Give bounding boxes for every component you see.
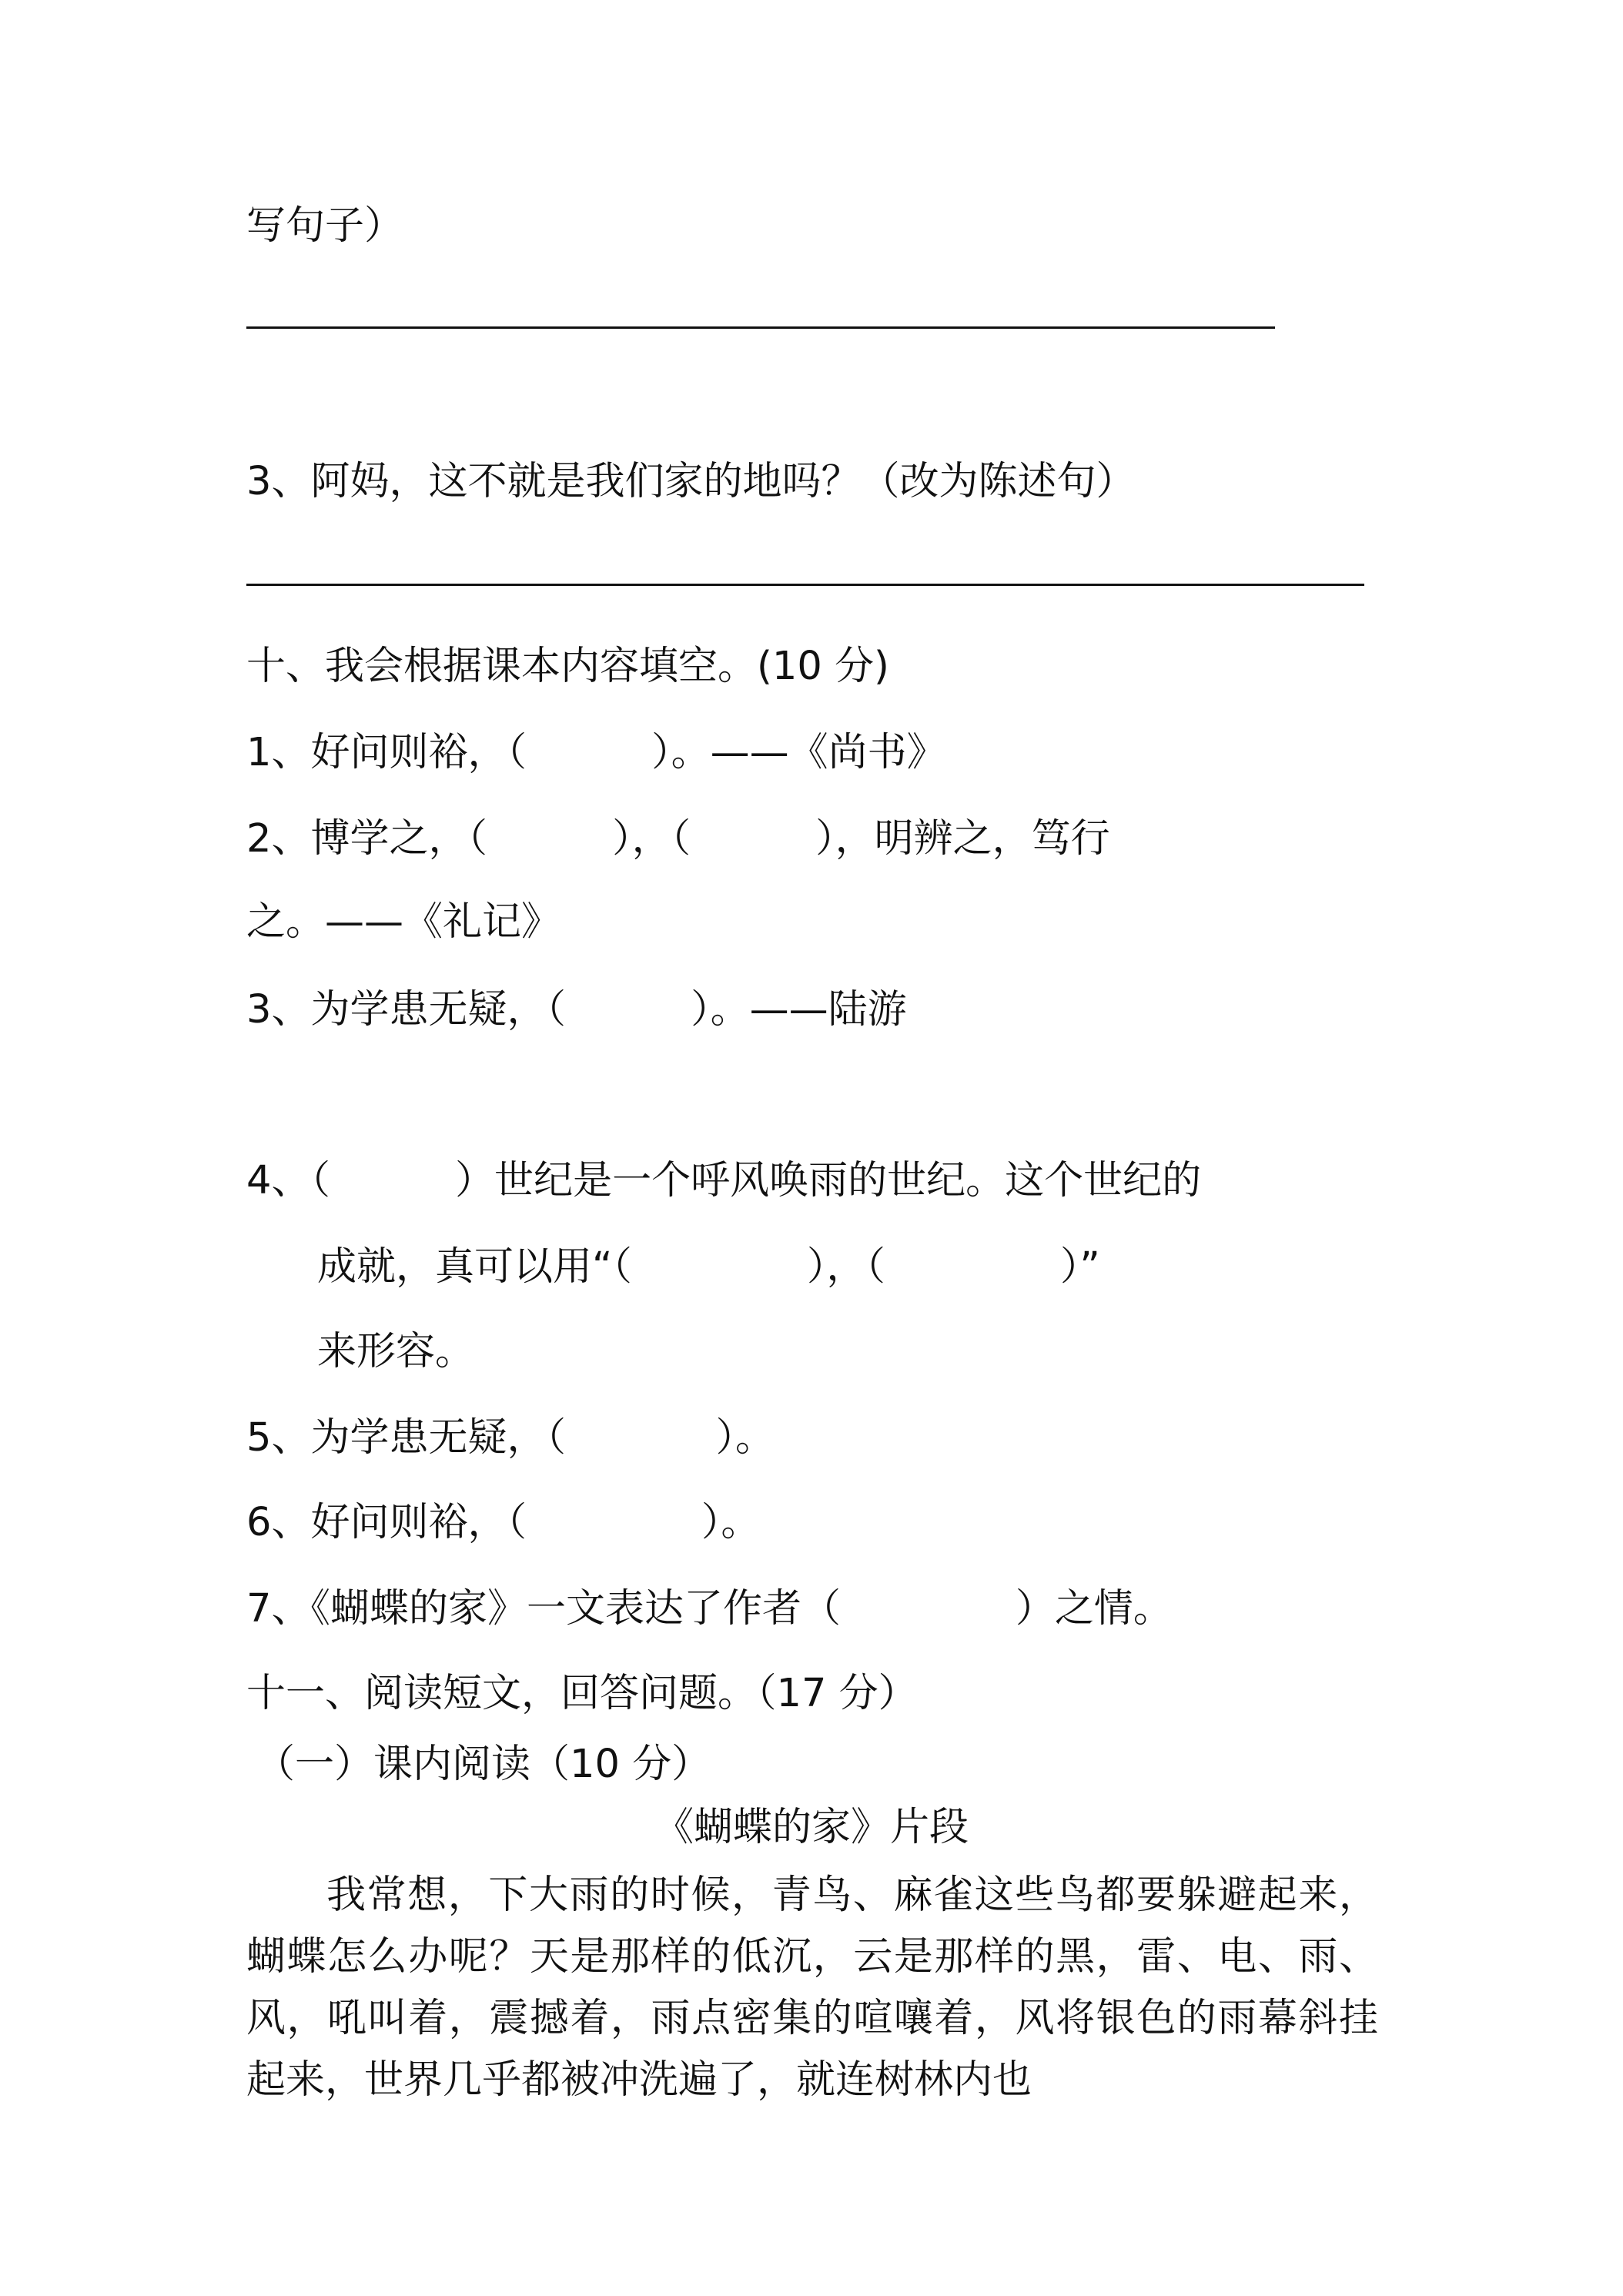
passage-title: 《蝴蝶的家》片段 [654, 1805, 969, 1850]
fill-item-4: 4、（ ）世纪是一个呼风唤雨的世纪。这个世纪的 [246, 1158, 1202, 1203]
fill-item-2: 2、博学之，（ ），（ ），明辨之，笃行 [246, 816, 1110, 862]
fill-item-1: 1、好问则裕，（ ）。——《尚书》 [246, 730, 946, 775]
fill-item-3: 3、为学患无疑，（ ）。——陆游 [246, 987, 907, 1033]
question-fragment: 写句子） [246, 203, 404, 249]
section-heading-10: 十、我会根据课本内容填空。(10 分) [246, 644, 889, 689]
fill-item-5: 5、为学患无疑，（ ）。 [246, 1415, 775, 1461]
answer-line[interactable] [246, 326, 1275, 329]
subsection-heading: （一）课内阅读（10 分） [256, 1742, 711, 1787]
fill-item-4-cont: 成就，真可以用“（ ），（ ）” [317, 1244, 1100, 1290]
section-heading-11: 十一、阅读短文，回答问题。（17 分） [246, 1671, 918, 1716]
question-3: 3、阿妈，这不就是我们家的地吗？（改为陈述句） [246, 459, 1136, 504]
fill-item-2-cont: 之。——《礼记》 [246, 899, 561, 945]
passage-text: 我常想，下大雨的时候，青鸟、麻雀这些鸟都要躲避起来，蝴蝶怎么办呢？天是那样的低沉，云是那样的黑，雷、电、雨、风，吼叫着，震撼着，雨点密集的喧嚷着，风将银色的雨幕斜挂起来，世界几乎都被冲洗遍了，就连树林内也 [246, 1873, 1378, 2103]
fill-item-6: 6、好问则裕，（ ）。 [246, 1500, 761, 1545]
answer-line[interactable] [246, 584, 1364, 586]
fill-item-7: 7、《蝴蝶的家》一文表达了作者（ ）之情。 [246, 1586, 1173, 1632]
fill-item-4-end: 来形容。 [317, 1329, 475, 1374]
